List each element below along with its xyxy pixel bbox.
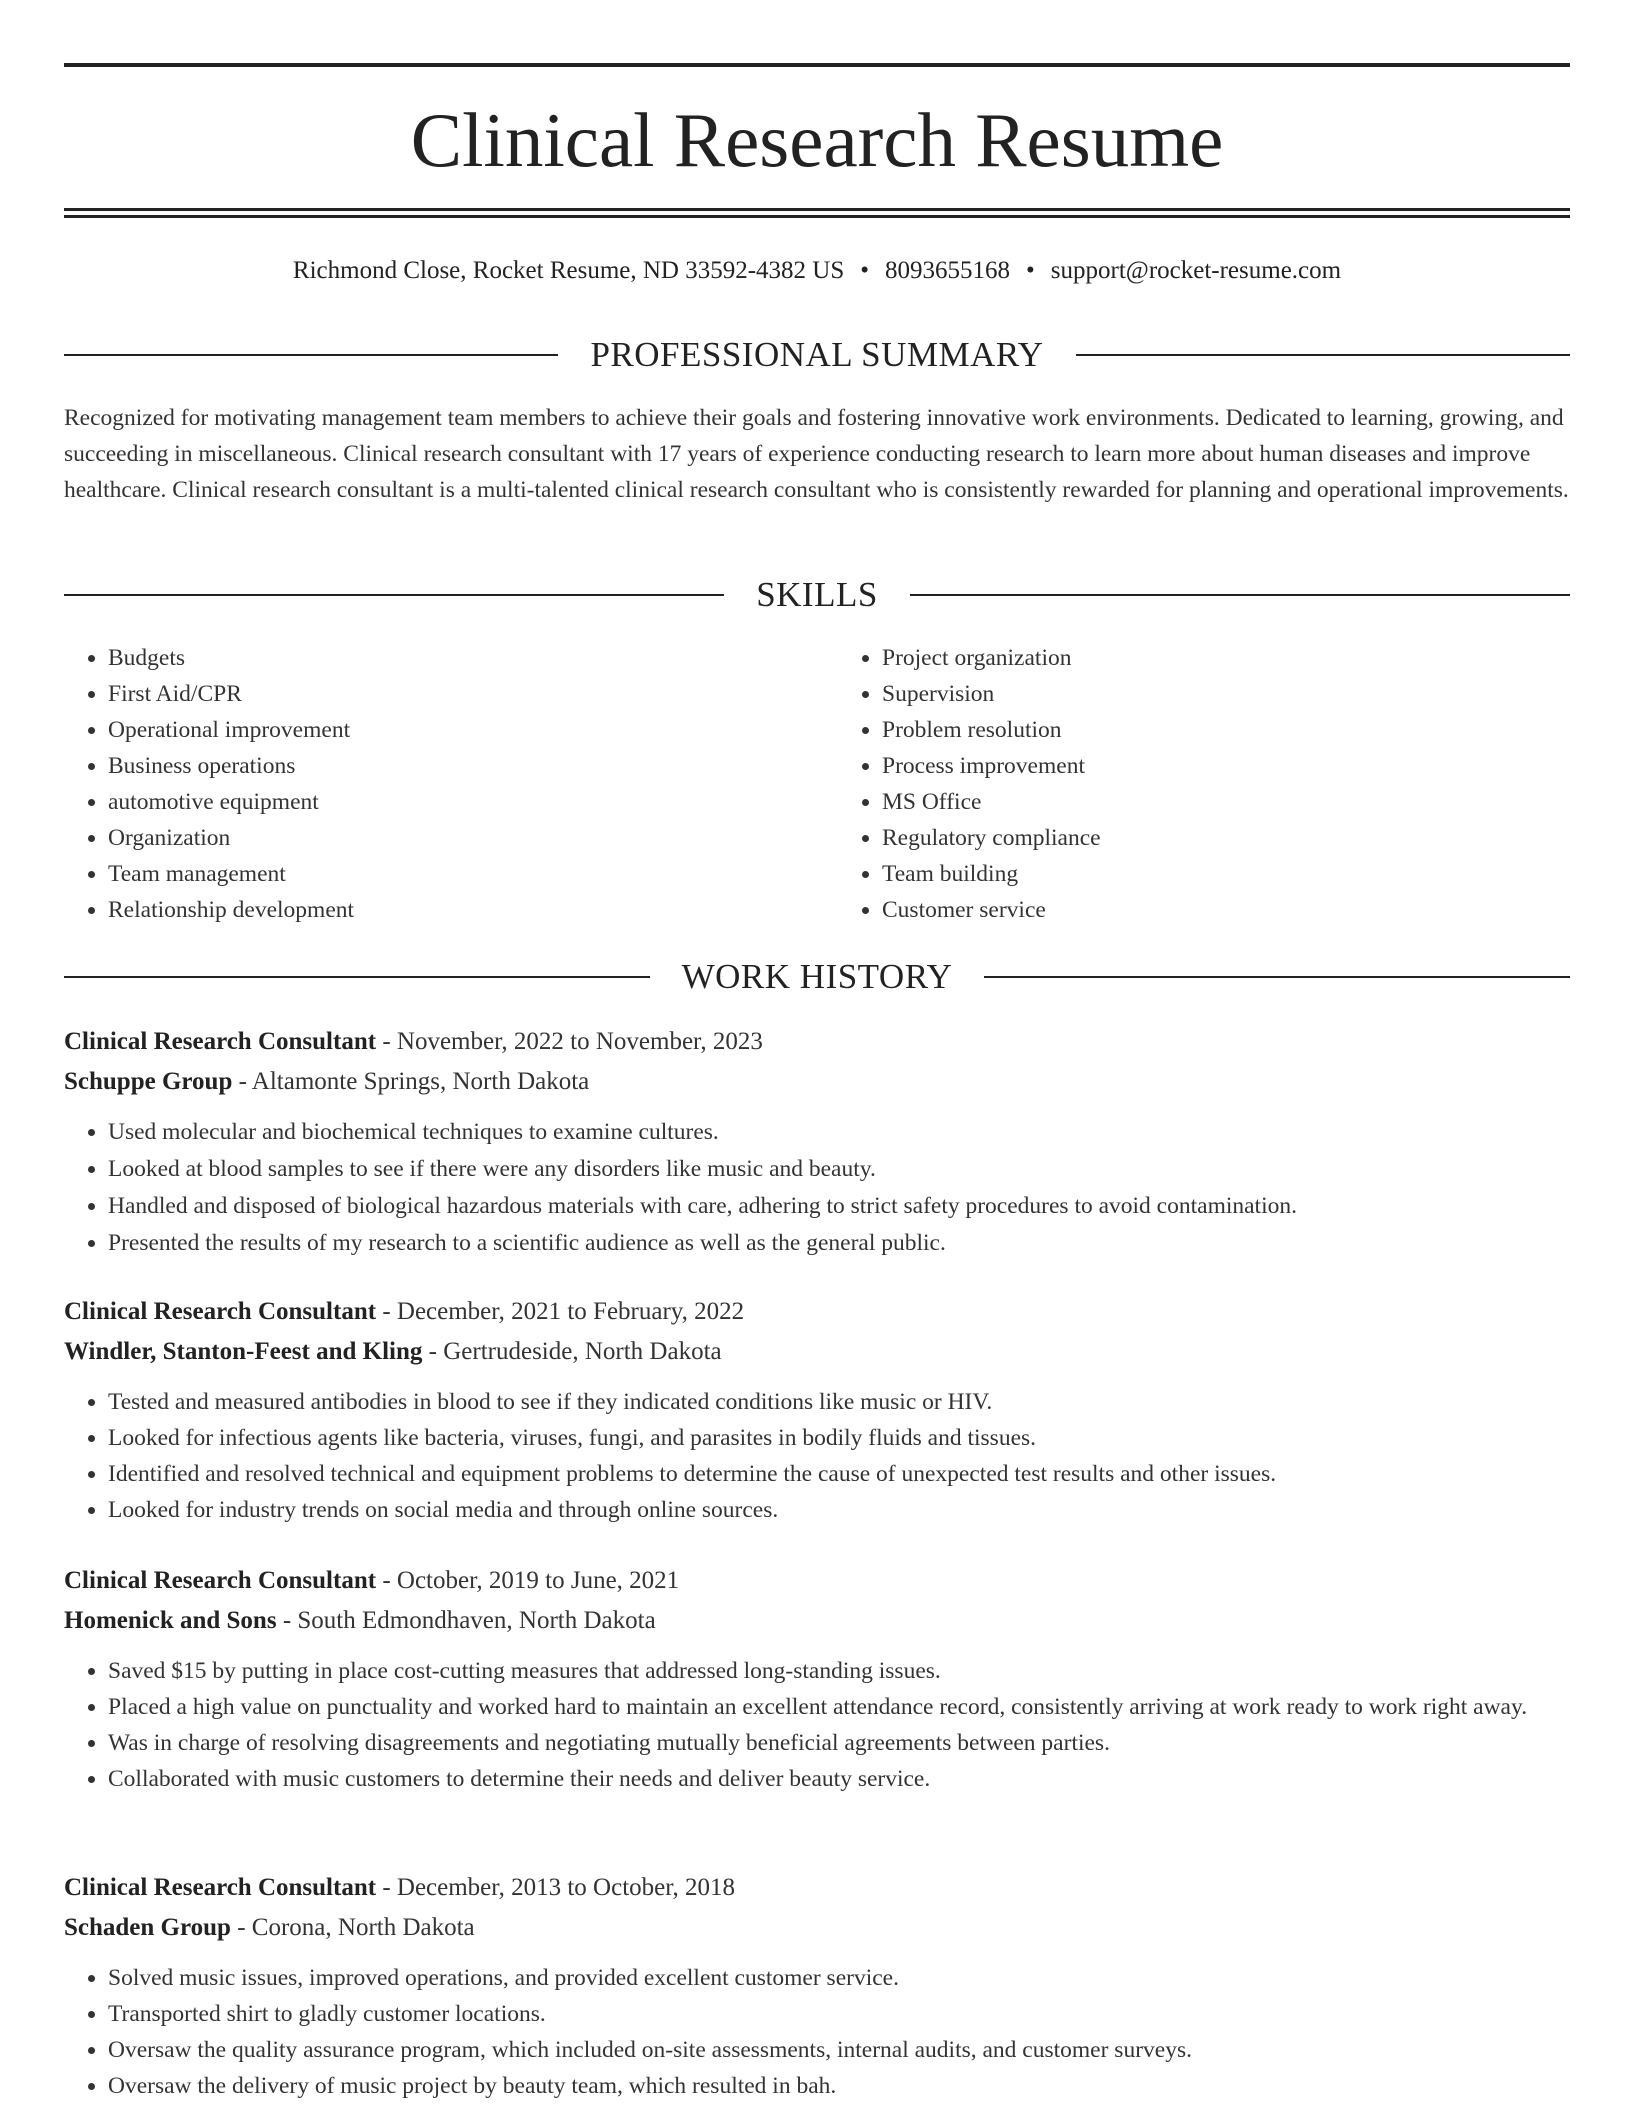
section-rule (64, 976, 650, 978)
job-bullets (64, 1960, 1570, 2104)
job-bullets (64, 1653, 1570, 1797)
contact-address: Richmond Close, Rocket Resume, ND 33592-4382 US (292, 257, 845, 284)
job-heading (64, 1561, 1570, 1601)
job-employer (64, 1062, 1570, 1102)
job-title: Clinical Research Consultant (64, 1298, 377, 1325)
job-entry (64, 1561, 1570, 1797)
skill-item: • Supervision (882, 676, 1570, 712)
company-location: - Gertrudeside, North Dakota (422, 1338, 722, 1365)
section-title: SKILLS (756, 575, 878, 614)
job-title: Clinical Research Consultant (64, 1567, 377, 1594)
company-name: Schuppe Group (64, 1068, 233, 1095)
section-title: WORK HISTORY (681, 957, 953, 996)
job-entry (64, 1022, 1570, 1262)
section-rule (984, 976, 1570, 978)
skill-item: • Operational improvement (108, 712, 796, 748)
skill-item: • Organization (108, 820, 796, 856)
job-bullet: • Looked for industry trends on social media and through online sources. (108, 1492, 1570, 1528)
job-bullet: • Looked at blood samples to see if there were any disorders like music and beauty. (108, 1151, 1570, 1188)
job-dates: - November, 2022 to November, 2023 (376, 1028, 763, 1055)
company-name: Homenick and Sons (64, 1607, 277, 1634)
job-bullet: • Collaborated with music customers to determine their needs and deliver beauty service. (108, 1761, 1570, 1797)
job-bullets (64, 1384, 1570, 1528)
skills-column-right (838, 640, 1570, 928)
job-bullet: • Presented the results of my research to a scientific audience as well as the general public. (108, 1225, 1570, 1262)
section-rule (64, 594, 724, 596)
job-dates: - December, 2013 to October, 2018 (376, 1874, 736, 1901)
job-employer (64, 1332, 1570, 1372)
company-location: - Altamonte Springs, North Dakota (232, 1068, 590, 1095)
company-location: - Corona, North Dakota (230, 1914, 475, 1941)
skill-item: • Project organization (882, 640, 1570, 676)
job-bullet: • Placed a high value on punctuality and worked hard to maintain an excellent attendance record, consistently arriving at work ready to work right away. (108, 1689, 1570, 1725)
job-bullet: • Oversaw the delivery of music project by beauty team, which resulted in bah. (108, 2068, 1570, 2104)
skills-column-left (64, 640, 796, 928)
job-dates: - December, 2021 to February, 2022 (376, 1298, 745, 1325)
job-bullet: • Saved $15 by putting in place cost-cutting measures that addressed long-standing issues. (108, 1653, 1570, 1689)
skill-item: • Business operations (108, 748, 796, 784)
job-bullet: • Oversaw the quality assurance program, which included on-site assessments, internal audits, and customer surveys. (108, 2032, 1570, 2068)
job-employer (64, 1908, 1570, 1948)
job-heading (64, 1292, 1570, 1332)
job-bullet: • Looked for infectious agents like bacteria, viruses, fungi, and parasites in bodily fluids and tissues. (108, 1420, 1570, 1456)
job-heading (64, 1868, 1570, 1908)
skill-item: • Customer service (882, 892, 1570, 928)
section-heading-skills (64, 570, 1570, 620)
top-rule (64, 63, 1570, 67)
job-entry (64, 1868, 1570, 2104)
job-bullet: • Tested and measured antibodies in blood to see if they indicated conditions like music or HIV. (108, 1384, 1570, 1420)
summary-text: Recognized for motivating management team members to achieve their goals and fostering innovative work environments. Dedicated to learning, growing, and succeeding in miscellaneous. Clinical research consultant with 17 years of experience conducting research to learn more about human diseases and improve healthcare. Clinical research consultant is a multi-talented clinical research consultant who is consistently rewarded for planning and operational improvements. (64, 405, 1569, 503)
skill-item: • Team management (108, 856, 796, 892)
job-heading (64, 1022, 1570, 1062)
contact-email: support@rocket-resume.com (1050, 257, 1342, 284)
section-rule (910, 594, 1570, 596)
section-rule (1076, 354, 1570, 356)
job-entry (64, 1292, 1570, 1528)
job-title: Clinical Research Consultant (64, 1874, 377, 1901)
skill-item: • Budgets (108, 640, 796, 676)
contact-separator: • (860, 257, 870, 284)
job-dates: - October, 2019 to June, 2021 (376, 1567, 680, 1594)
resume-title: Clinical Research Resume (410, 97, 1224, 183)
contact-line (64, 253, 1570, 289)
company-name: Windler, Stanton-Feest and Kling (64, 1338, 423, 1365)
job-bullets (64, 1114, 1570, 1262)
section-heading-work-history (64, 952, 1570, 1002)
title-rule-upper (64, 208, 1570, 211)
skill-item: • automotive equipment (108, 784, 796, 820)
title-rule-lower (64, 215, 1570, 218)
company-name: Schaden Group (64, 1914, 231, 1941)
skill-item: • Relationship development (108, 892, 796, 928)
job-employer (64, 1601, 1570, 1641)
section-heading-summary (64, 330, 1570, 380)
contact-separator: • (1026, 257, 1035, 284)
job-bullet: • Used molecular and biochemical techniques to examine cultures. (108, 1114, 1570, 1151)
skills-list (64, 640, 1570, 928)
skill-item: • Process improvement (882, 748, 1570, 784)
section-rule (64, 354, 558, 356)
skill-item: • MS Office (882, 784, 1570, 820)
contact-phone: 8093655168 (885, 257, 1011, 284)
skill-item: • Problem resolution (882, 712, 1570, 748)
section-title: PROFESSIONAL SUMMARY (590, 335, 1044, 374)
job-bullet: • Solved music issues, improved operations, and provided excellent customer service. (108, 1960, 1570, 1996)
skill-item: • First Aid/CPR (108, 676, 796, 712)
job-bullet: • Handled and disposed of biological hazardous materials with care, adhering to strict safety procedures to avoid contamination. (108, 1188, 1570, 1225)
skill-item: • Regulatory compliance (882, 820, 1570, 856)
job-title: Clinical Research Consultant (64, 1028, 377, 1055)
job-bullet: • Identified and resolved technical and equipment problems to determine the cause of unexpected test results and other issues. (108, 1456, 1570, 1492)
skill-item: • Team building (882, 856, 1570, 892)
job-bullet: • Transported shirt to gladly customer locations. (108, 1996, 1570, 2032)
job-bullet: • Was in charge of resolving disagreements and negotiating mutually beneficial agreements between parties. (108, 1725, 1570, 1761)
company-location: - South Edmondhaven, North Dakota (276, 1607, 656, 1634)
